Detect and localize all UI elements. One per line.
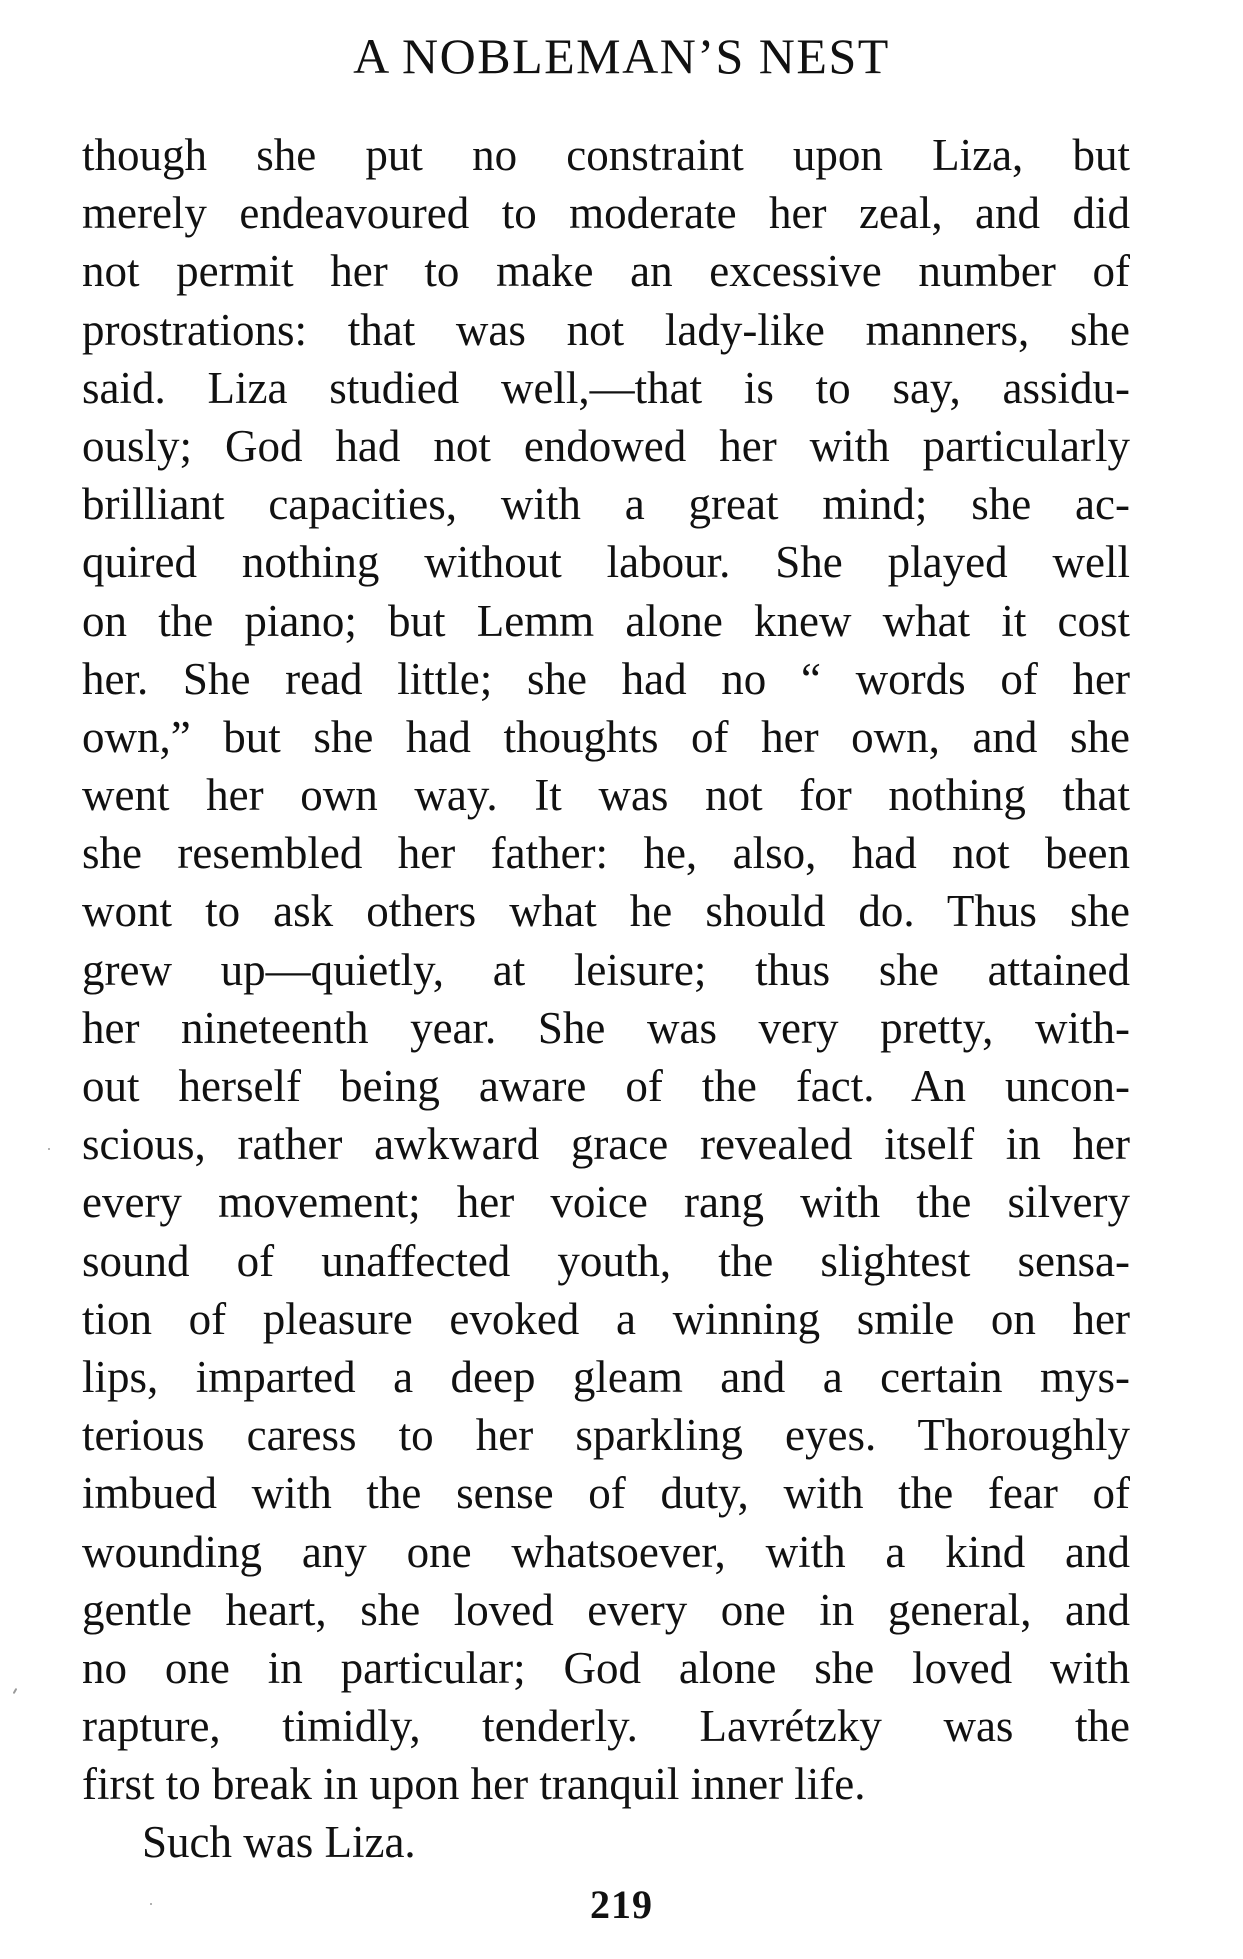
paragraph-line: her nineteenth year. She was very pretty, with- xyxy=(82,1002,1130,1053)
paragraph-line: gentle heart, she loved every one in general, and xyxy=(82,1584,1130,1635)
paragraph-line: she resembled her father: he, also, had not been xyxy=(82,828,1130,879)
paragraph-line: own,” but she had thoughts of her own, and she xyxy=(82,711,1130,762)
running-head: A NOBLEMAN’S NEST xyxy=(353,28,890,84)
paragraph-line: her. She read little; she had no “ words of her xyxy=(82,653,1130,704)
paper-speck xyxy=(150,1903,152,1905)
paragraph-line: on the piano; but Lemm alone knew what it cost xyxy=(82,595,1130,646)
body-text xyxy=(82,126,1130,1872)
paragraph-line: out herself being aware of the fact. An uncon- xyxy=(82,1061,1130,1111)
paragraph-line: said. Liza studied well,—that is to say, assidu- xyxy=(82,362,1130,413)
paragraph-line: wont to ask others what he should do. Thus she xyxy=(82,886,1130,937)
paragraph-line: lips, imparted a deep gleam and a certain mys- xyxy=(82,1351,1130,1402)
paragraph-line: Such was Liza. xyxy=(142,1817,416,1868)
paragraph-line: quired nothing without labour. She played well xyxy=(82,537,1130,588)
page-number: 219 xyxy=(590,1882,653,1927)
paragraph-line: prostrations: that was not lady-like manners, she xyxy=(82,304,1130,355)
paragraph-line: rapture, timidly, tenderly. Lavrétzky was the xyxy=(82,1701,1130,1752)
paragraph-line: went her own way. It was not for nothing that xyxy=(82,770,1130,821)
paragraph-line: first to break in upon her tranquil inner life. xyxy=(82,1759,866,1810)
paragraph-line: merely endeavoured to moderate her zeal, and did xyxy=(82,188,1130,239)
paragraph-line: every movement; her voice rang with the silvery xyxy=(82,1177,1130,1228)
paragraph-line: imbued with the sense of duty, with the fear of xyxy=(82,1468,1130,1519)
paragraph-line: terious caress to her sparkling eyes. Thoroughly xyxy=(82,1410,1130,1461)
paragraph-line: grew up—quietly, at leisure; thus she attained xyxy=(82,944,1130,995)
paper-speck xyxy=(13,1688,18,1694)
paragraph-line: not permit her to make an excessive number of xyxy=(82,246,1130,297)
paragraph-line: brilliant capacities, with a great mind; she ac- xyxy=(82,479,1130,530)
paragraph-line: no one in particular; God alone she loved with xyxy=(82,1642,1130,1693)
paragraph-line: wounding any one whatsoever, with a kind and xyxy=(82,1526,1130,1577)
paragraph-line: though she put no constraint upon Liza, but xyxy=(82,130,1130,180)
paragraph-line: scious, rather awkward grace revealed itself in her xyxy=(82,1119,1130,1170)
paragraph-line: sound of unaffected youth, the slightest sensa- xyxy=(82,1235,1130,1286)
paragraph-line: tion of pleasure evoked a winning smile on her xyxy=(82,1293,1130,1344)
paragraph-line: ously; God had not endowed her with particularly xyxy=(82,420,1130,471)
paper-speck xyxy=(48,1148,50,1150)
paragraph xyxy=(82,126,1130,1813)
